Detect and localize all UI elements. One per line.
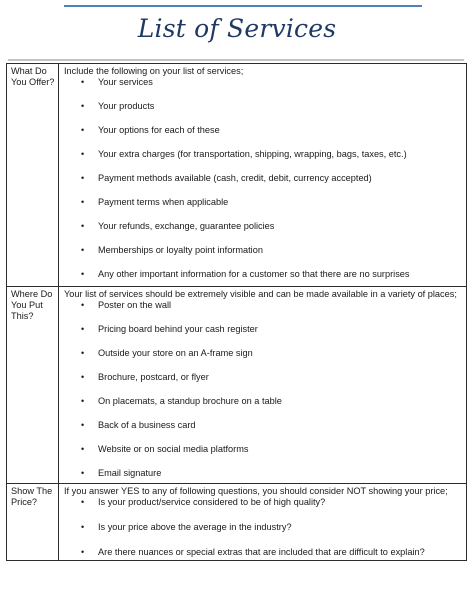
bullet-icon: • [81,522,85,532]
list-item-text: Brochure, postcard, or flyer [98,372,209,382]
list-item-text: Your options for each of these [98,125,220,135]
list-item [64,125,462,149]
bullet-icon: • [81,348,85,358]
list-item [64,300,462,324]
intro-text-offer: Include the following on your list of services; [64,66,244,76]
page-title: List of Services [137,14,337,43]
row-content-offer [59,64,467,287]
bullet-icon: • [81,497,85,507]
list-item-text: Payment terms when applicable [98,197,229,207]
list-item [64,468,462,483]
list-item-text: Pricing board behind your cash register [98,324,258,334]
bullet-icon: • [81,420,85,430]
list-item-text: Your services [98,77,153,87]
services-table [6,63,467,561]
bullet-icon: • [81,300,85,310]
bullet-icon: • [81,101,85,111]
bullet-icon: • [81,396,85,406]
offer-list [64,77,462,286]
title-rule [8,59,464,61]
list-item-text: Are there nuances or special extras that are included that are difficult to explain? [98,547,425,557]
bullet-icon: • [81,125,85,135]
bullet-icon: • [81,221,85,231]
bullet-icon: • [81,269,85,279]
list-item-text: Any other important information for a customer so that there are no surprises [98,269,410,279]
bullet-icon: • [81,547,85,557]
list-item [64,269,462,286]
intro-text-placement: Your list of services should be extremely visible and can be made available in a variety of places; [64,289,457,299]
list-item-text: On placemats, a standup brochure on a table [98,396,282,406]
bullet-icon: • [81,444,85,454]
list-item-text: Back of a business card [98,420,196,430]
list-item-text: Your refunds, exchange, guarantee policies [98,221,275,231]
list-item-text: Memberships or loyalty point information [98,245,263,255]
list-item [64,245,462,269]
table-row-price [7,484,467,561]
list-item-text: Is your product/service considered to be of high quality? [98,497,326,507]
row-label-price: Show The Price? [7,484,59,561]
row-label-offer: What Do You Offer? [7,64,59,287]
list-item [64,547,462,560]
bullet-icon: • [81,149,85,159]
list-item-text: Your extra charges (for transportation, shipping, wrapping, bags, taxes, etc.) [98,149,407,159]
list-item [64,522,462,547]
intro-text-price: If you answer YES to any of following questions, you should consider NOT showing your price; [64,486,448,496]
list-item [64,396,462,420]
list-item-text: Outside your store on an A-frame sign [98,348,253,358]
price-question-list [64,497,462,560]
bullet-icon: • [81,372,85,382]
list-item [64,77,462,101]
list-item [64,149,462,173]
bullet-icon: • [81,173,85,183]
list-item [64,197,462,221]
list-item-text: Website or on social media platforms [98,444,249,454]
top-rule [64,5,422,7]
list-item-text: Poster on the wall [98,300,172,310]
placement-list [64,300,462,483]
list-item [64,497,462,522]
row-label-placement: Where Do You Put This? [7,287,59,484]
bullet-icon: • [81,324,85,334]
list-item [64,420,462,444]
list-item-text: Your products [98,101,155,111]
list-item-text: Payment methods available (cash, credit, debit, currency accepted) [98,173,372,183]
list-item-text: Is your price above the average in the industry? [98,522,292,532]
list-item [64,348,462,372]
table-row-offer [7,64,467,287]
table-row-placement [7,287,467,484]
list-item [64,173,462,197]
bullet-icon: • [81,77,85,87]
bullet-icon: • [81,245,85,255]
list-item [64,324,462,348]
list-item [64,444,462,468]
list-item [64,101,462,125]
list-item [64,372,462,396]
row-content-placement [59,287,467,484]
row-content-price [59,484,467,561]
bullet-icon: • [81,197,85,207]
list-item-text: Email signature [98,468,162,478]
list-item [64,221,462,245]
bullet-icon: • [81,468,85,478]
